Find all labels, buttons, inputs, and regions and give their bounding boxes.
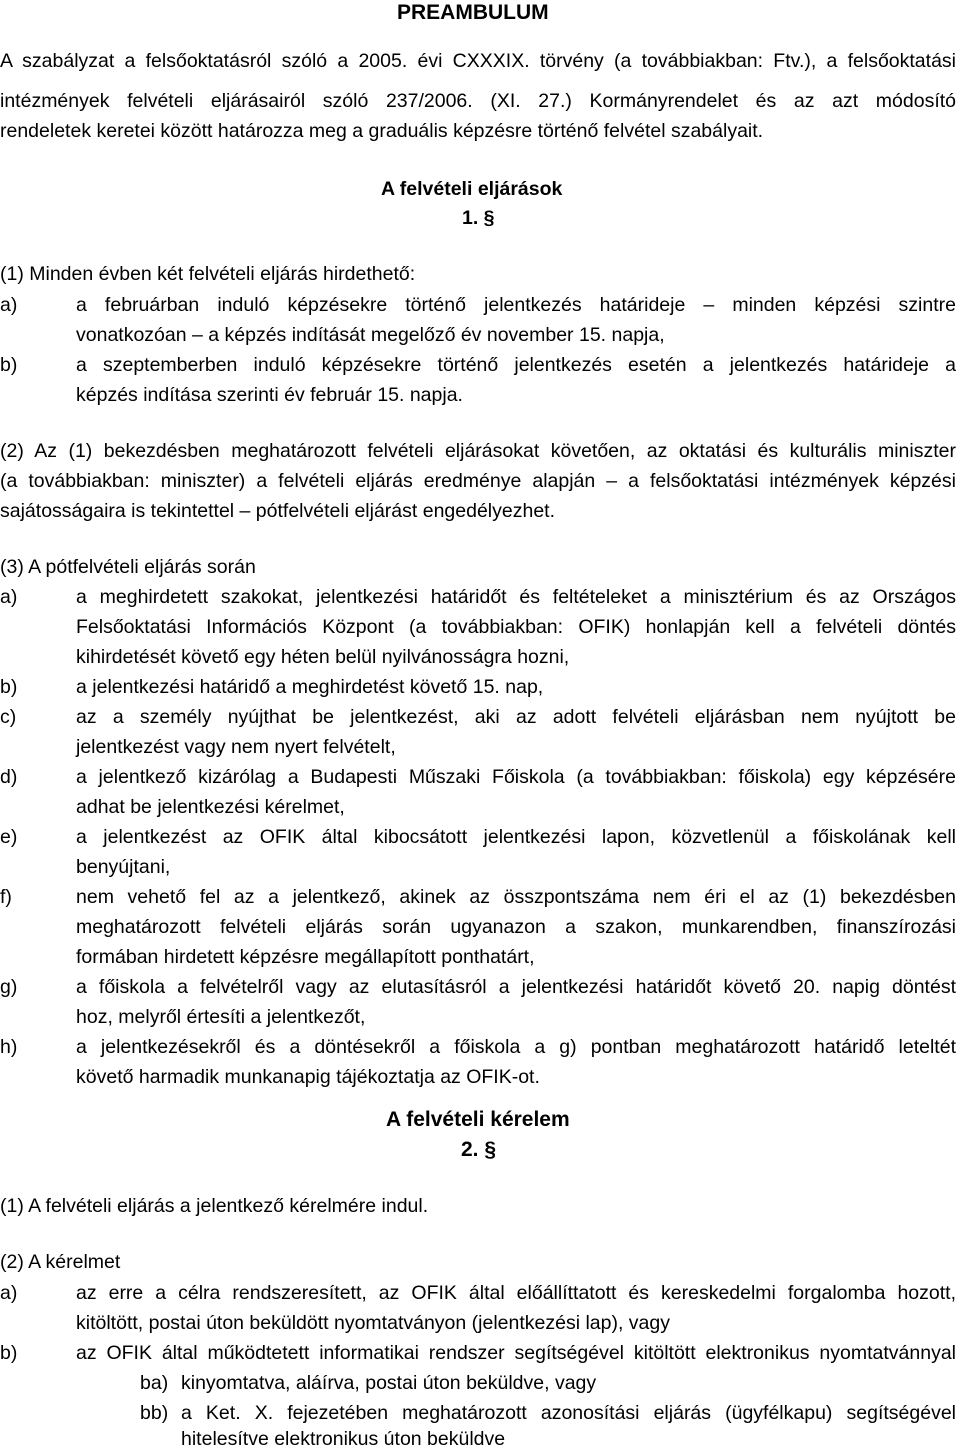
item-label: b) <box>0 354 18 376</box>
item-line: képzés indítása szerinti év február 15. napja. <box>76 384 463 406</box>
item-label: ba) <box>140 1372 169 1394</box>
item-label: b) <box>0 1342 18 1364</box>
item-line: követő harmadik munkanapig tájékoztatja az OFIK-ot. <box>76 1066 540 1088</box>
paragraph-1: (1) A felvételi eljárás a jelentkező kérelmére indul. <box>0 1195 429 1217</box>
intro-line: A szabályzat a felsőoktatásról szóló a 2005. évi CXXXIX. törvény (a továbbiakban: Ftv.), a felsőoktatási <box>0 50 956 72</box>
item-line: formában hirdetett képzésre megállapított ponthatárt, <box>76 946 535 968</box>
item-line: vonatkozóan – a képzés indítását megelőző év november 15. napja, <box>76 324 665 346</box>
item-label: d) <box>0 766 18 788</box>
item-label: a) <box>0 294 18 316</box>
item-line: a szeptemberben induló képzésekre történő jelentkezés esetén a jelentkezés határideje a <box>76 354 956 376</box>
intro-line: rendeletek keretei között határozza meg a graduális képzésre történő felvétel szabályait. <box>0 120 764 142</box>
item-line: hoz, melyről értesíti a jelentkezőt, <box>76 1006 366 1028</box>
item-line: a februárban induló képzésekre történő jelentkezés határideje – minden képzési szintre <box>76 294 956 316</box>
item-line: meghatározott felvételi eljárás során ugyanazon a szakon, munkarendben, finanszírozási <box>76 916 956 938</box>
section-heading: A felvételi eljárások <box>381 178 563 200</box>
item-line: a jelentkezési határidő a meghirdetést követő 15. nap, <box>76 676 544 698</box>
item-label: g) <box>0 976 18 998</box>
item-line: hitelesítve elektronikus úton beküldve <box>181 1428 506 1450</box>
item-label: a) <box>0 1282 18 1304</box>
paragraph-2: (2) Az (1) bekezdésben meghatározott felvételi eljárásokat követően, az oktatási és kulturális miniszter <box>0 440 956 462</box>
paragraph-2: (2) A kérelmet <box>0 1251 121 1273</box>
item-line: kitöltött, postai úton beküldött nyomtatványon (jelentkezési lap), vagy <box>76 1312 670 1334</box>
item-line: a meghirdetett szakokat, jelentkezési határidőt és feltételeket a minisztérium és az Országos <box>76 586 956 608</box>
item-label: a) <box>0 586 18 608</box>
item-line: a főiskola a felvételről vagy az elutasításról a jelentkezési határidőt követő 20. napig döntést <box>76 976 956 998</box>
section-heading: A felvételi kérelem <box>386 1108 570 1131</box>
item-line: nem vehető fel az a jelentkező, akinek az összpontszáma nem éri el az (1) bekezdésben <box>76 886 956 908</box>
item-line: a jelentkezésekről és a döntésekről a főiskola a g) pontban meghatározott határidő leteltét <box>76 1036 956 1058</box>
item-line: kinyomtatva, aláírva, postai úton beküldve, vagy <box>181 1372 597 1394</box>
item-line: kihirdetését követő egy héten belül nyilvánosságra hozni, <box>76 646 570 668</box>
item-line: a jelentkező kizárólag a Budapesti Műszaki Főiskola (a továbbiakban: főiskola) egy képzésére <box>76 766 956 788</box>
paragraph-2: (a továbbiakban: miniszter) a felvételi eljárás eredménye alapján – a felsőoktatási intézmények képzési <box>0 470 956 492</box>
item-label: f) <box>0 886 12 908</box>
section-number: 2. § <box>461 1138 497 1161</box>
paragraph-3: (3) A pótfelvételi eljárás során <box>0 556 256 578</box>
item-line: a jelentkezést az OFIK által kibocsátott jelentkezési lapon, közvetlenül a főiskolának kell <box>76 826 956 848</box>
item-label: c) <box>0 706 17 728</box>
item-line: jelentkezést vagy nem nyert felvételt, <box>76 736 396 758</box>
paragraph-2: sajátosságaira is tekintettel – pótfelvételi eljárást engedélyezhet. <box>0 500 555 522</box>
item-label: b) <box>0 676 18 698</box>
item-line: adhat be jelentkezési kérelmet, <box>76 796 345 818</box>
item-line: az OFIK által működtetett informatikai rendszer segítségével kitöltött elektronikus nyomtatvánnyal <box>76 1342 956 1364</box>
item-line: benyújtani, <box>76 856 171 878</box>
item-line: a Ket. X. fejezetében meghatározott azonosítási eljárás (ügyfélkapu) segítségével <box>181 1402 956 1424</box>
item-label: bb) <box>140 1402 169 1424</box>
page-title: PREAMBULUM <box>397 1 549 24</box>
item-label: e) <box>0 826 18 848</box>
item-line: Felsőoktatási Információs Központ (a továbbiakban: OFIK) honlapján kell a felvételi döntés <box>76 616 956 638</box>
intro-line: intézmények felvételi eljárásairól szóló 237/2006. (XI. 27.) Kormányrendelet és az azt módosító <box>0 90 956 112</box>
paragraph-1: (1) Minden évben két felvételi eljárás hirdethető: <box>0 263 416 285</box>
item-line: az a személy nyújthat be jelentkezést, aki az adott felvételi eljárásban nem nyújtott be <box>76 706 956 728</box>
item-line: az erre a célra rendszeresített, az OFIK által előállíttatott és kereskedelmi forgalomba hozott, <box>76 1282 956 1304</box>
item-label: h) <box>0 1036 18 1058</box>
section-number: 1. § <box>462 207 495 229</box>
